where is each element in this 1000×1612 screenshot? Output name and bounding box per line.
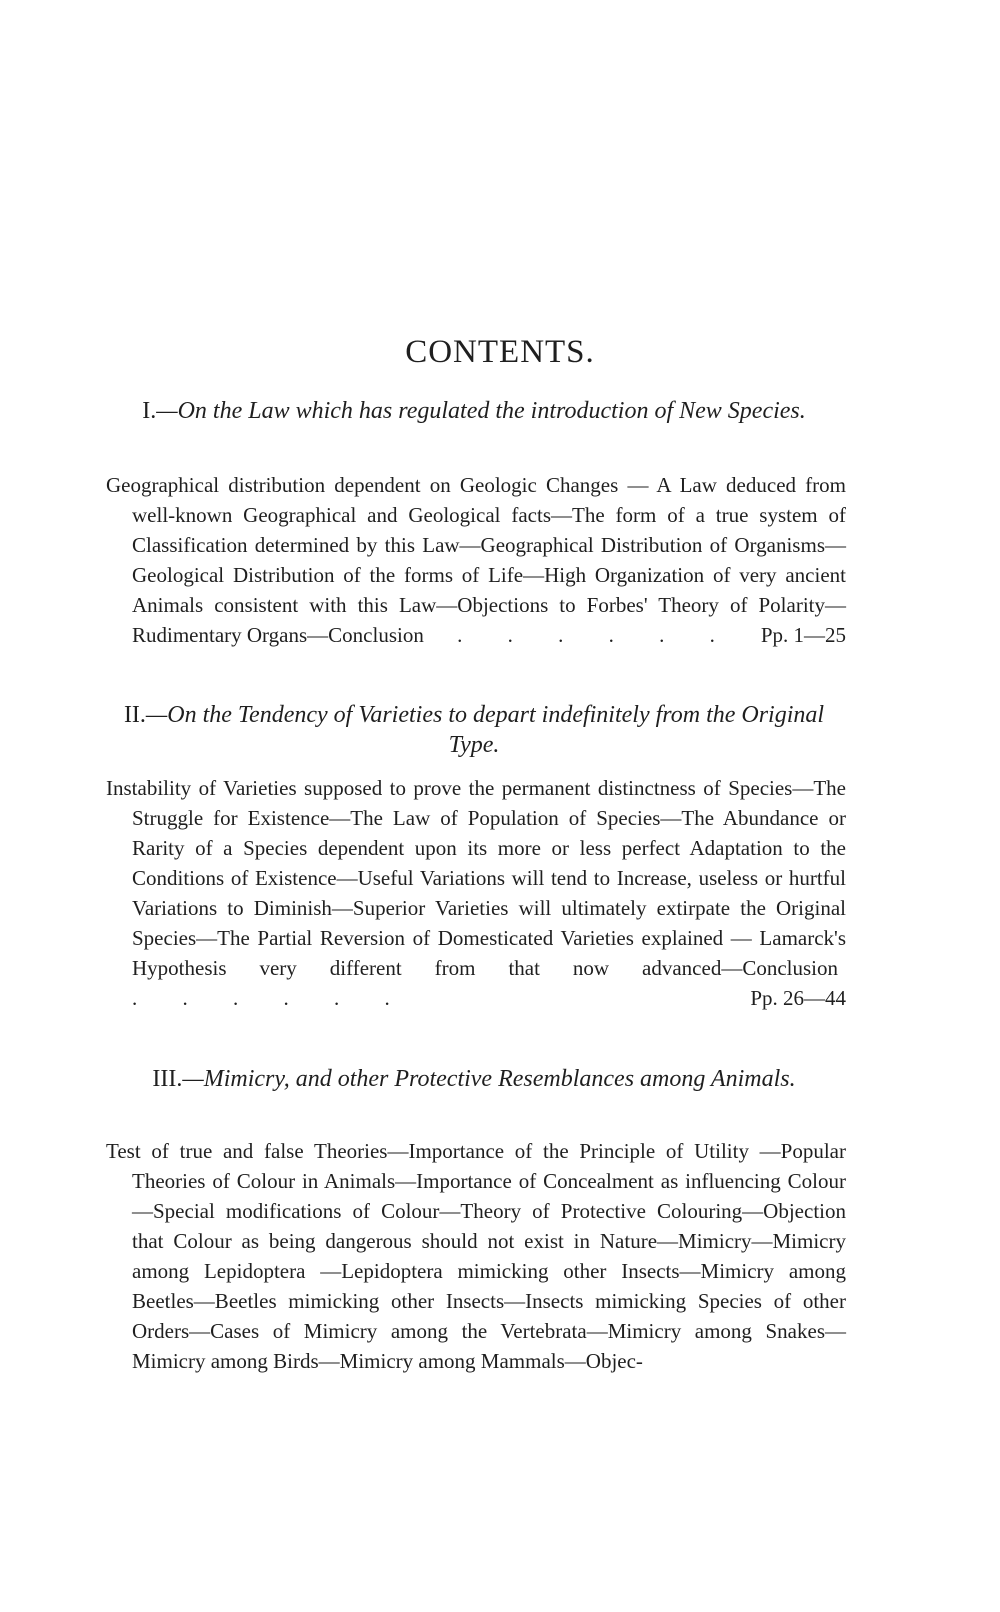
section-title: —Mimicry, and other Protective Resemblances among Animals.: [182, 1066, 796, 1092]
summary-text: Instability of Varieties supposed to prove the permanent distinctness of Species—The Struggle for Existence—The Law of Population of Species—The Abundance or Rarity of a Species dependent upon its more or less perfect Adaptation to the Conditions of Existence—Useful Variations will tend to Increase, useless or hurtful Variations to Diminish—Superior Varieties will ultimately extirpate the Original Species—The Partial Reversion of Domesticated Varieties explained — Lamarck's Hypothesis very different from that now advanced—Conclusion: [106, 776, 846, 980]
section-heading-3: [104, 1064, 844, 1094]
page-title: CONTENTS.: [405, 334, 595, 370]
section-numeral: II.: [123, 702, 146, 728]
section-summary-2: [106, 773, 846, 1013]
summary-text: Test of true and false Theories—Importance of the Principle of Utility —Popular Theories of Colour in Animals—Importance of Concealment as influencing Colour—Special modifications of Colour—Theory of Protective Colouring—Objection that Colour as being dangerous should not exist in Nature—Mimicry—Mimicry among Lepidoptera —Lepidoptera mimicking other Insects—Mimicry among Beetles—Beetles mimicking other Insects—Insects mimicking Species of other Orders—Cases of Mimicry among the Vertebrata—Mimicry among Snakes—Mimicry among Birds—Mimicry among Mammals—Objec-: [106, 1139, 846, 1373]
leader-dots: . . . . . .: [431, 623, 735, 647]
summary-text: Geographical distribution dependent on Geologic Changes — A Law deduced from well-known Geographical and Geological facts—The form of a true system of Classification determined by this Law—Geographical Distribution of Organisms—Geological Distribution of the forms of Life—High Organization of very ancient Animals consistent with this Law—Objections to Forbes' Theory of Polarity—Rudimentary Organs—Conclusion: [106, 473, 846, 647]
page-range: Pp. 26—44: [750, 986, 846, 1010]
section-title: —On the Tendency of Varieties to depart indefinitely from the Original Type.: [145, 702, 825, 758]
section-heading-1: [104, 396, 844, 426]
section-summary-1: [106, 470, 846, 650]
leader-dots: . . . . . .: [132, 986, 410, 1010]
page-range: Pp. 1—25: [760, 623, 846, 647]
section-numeral: I.: [142, 398, 157, 424]
section-heading-2: [104, 700, 844, 760]
section-title: —On the Law which has regulated the introduction of New Species.: [156, 398, 806, 424]
section-summary-3: [106, 1136, 846, 1376]
section-numeral: III.: [152, 1066, 183, 1092]
